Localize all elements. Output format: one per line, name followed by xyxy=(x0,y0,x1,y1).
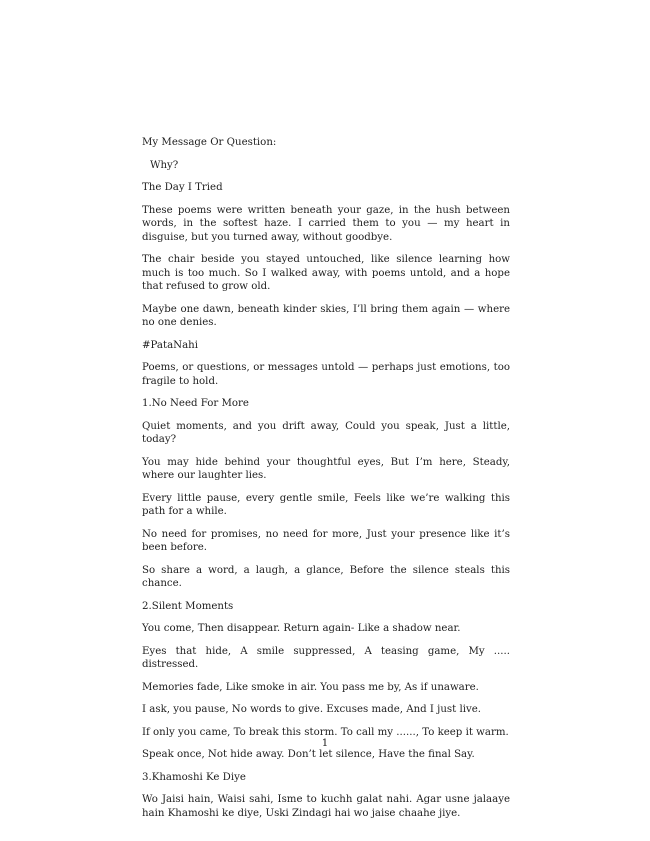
paragraph: I ask, you pause, No words to give. Excuses made, And I just live. xyxy=(142,704,481,715)
paragraph: Eyes that hide, A smile suppressed, A teasing game, My ..... distressed. xyxy=(142,645,510,670)
paragraph: Every little pause, every gentle smile, Feels like we’re walking this path for a while. xyxy=(142,492,510,517)
paragraph: You come, Then disappear. Return again- Like a shadow near. xyxy=(142,623,461,634)
paragraph: Maybe one dawn, beneath kinder skies, I’ll bring them again — where no one denies. xyxy=(142,303,510,328)
page-number: 1 xyxy=(321,738,329,749)
paragraph: These poems were written beneath your gaze, in the hush between words, in the softest haze. I carried them to you — my heart in disguise, but you turned away, without goodbye. xyxy=(142,204,510,243)
message-question: Why? xyxy=(150,159,179,171)
paragraph: If only you came, To break this storm. To call my ......, To keep it warm. xyxy=(142,726,509,738)
paragraph: Speak once, Not hide away. Don’t let silence, Have the final Say. xyxy=(142,749,475,760)
paragraph: Wo Jaisi hain, Waisi sahi, Isme to kuchh galat nahi. Agar usne jalaaye hain Khamoshi ke diye, Uski Zindagi hai wo jaise chaahe jiye. xyxy=(142,794,510,819)
message-heading: My Message Or Question: xyxy=(142,137,277,148)
paragraph: The chair beside you stayed untouched, like silence learning how much is too much. So I walked away, with poems untold, and a hope that refused to grow old. xyxy=(142,254,510,292)
poem-title-silent-moments: 2.Silent Moments xyxy=(142,600,234,612)
paragraph: So share a word, a laugh, a glance, Before the silence steals this chance. xyxy=(142,564,510,589)
poem-title-the-day-i-tried: The Day I Tried xyxy=(142,182,223,193)
poem-title-no-need-for-more: 1.No Need For More xyxy=(142,398,249,409)
paragraph: Poems, or questions, or messages untold — perhaps just emotions, too fragile to hold. xyxy=(142,362,510,387)
paragraph: No need for promises, no need for more, Just your presence like it’s been before. xyxy=(142,528,510,553)
paragraph: You may hide behind your thoughtful eyes, But I’m here, Steady, where our laughter lies. xyxy=(142,456,510,481)
paragraph: Memories fade, Like smoke in air. You pass me by, As if unaware. xyxy=(142,681,479,693)
hashtag-heading: #PataNahi xyxy=(142,339,198,351)
page-body xyxy=(142,136,510,829)
poem-title-khamoshi-ke-diye: 3.Khamoshi Ke Diye xyxy=(142,771,246,783)
paragraph: Quiet moments, and you drift away, Could you speak, Just a little, today? xyxy=(142,420,510,445)
